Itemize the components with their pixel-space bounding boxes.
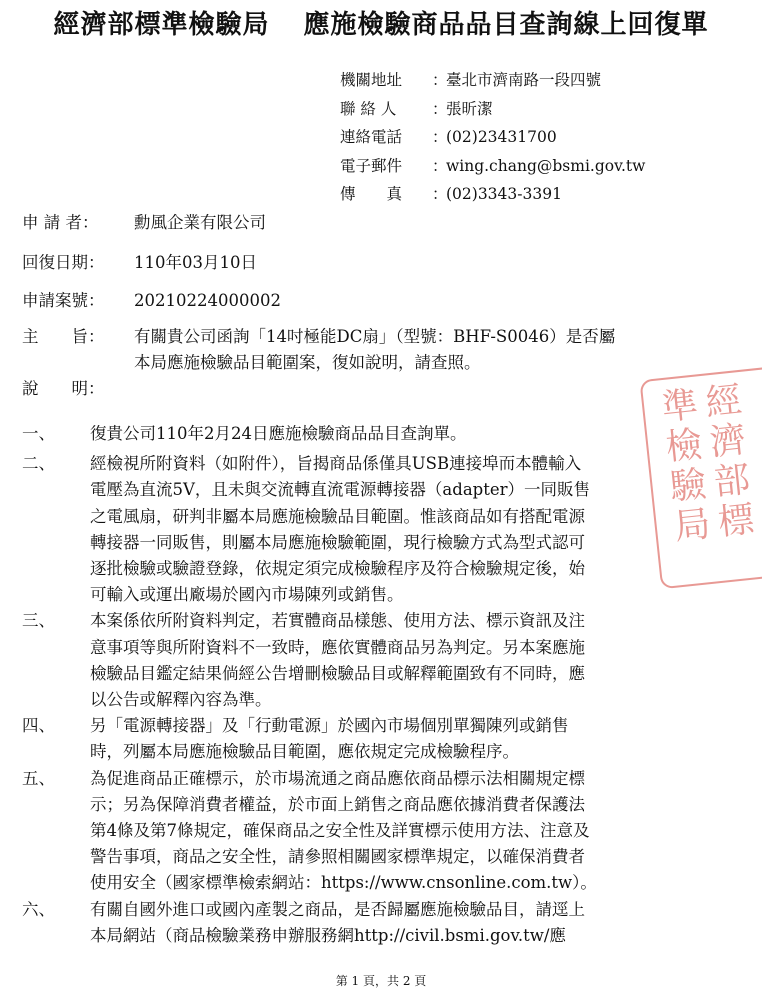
case-no-value: 20210224000002 xyxy=(134,291,281,310)
item-text: 有關自國外進口或國內產製之商品，是否歸屬應施檢驗品目，請逕上 本局網站（商品檢驗業務申辦服務網http://civil.bsmi.gov.tw/應 xyxy=(90,899,585,945)
item-number: 六、 xyxy=(22,899,55,919)
item-text: 復貴公司110年2月24日應施檢驗商品品目查詢單。 xyxy=(90,424,467,443)
subject-section xyxy=(22,324,742,376)
reply-date-value: 110年03月10日 xyxy=(134,253,257,272)
description-item xyxy=(22,766,746,897)
person-label: 聯 絡 人 xyxy=(340,99,397,118)
case-no-label: 申請案號： xyxy=(22,291,105,310)
case-no-row xyxy=(22,287,281,311)
address-value: 臺北市濟南路一段四號 xyxy=(446,71,602,89)
doc-title: 應施檢驗商品品目查詢線上回復單 xyxy=(303,10,709,40)
subject-text: 有關貴公司函詢「14吋極能DC扇」（型號：BHF-S0046）是否屬 本局應施檢驗品目範圍案，復如說明，請查照。 xyxy=(134,327,616,372)
contact-phone-row: 連絡電話 ：(02)23431700 xyxy=(340,123,645,152)
description-item xyxy=(22,451,746,608)
email-value: wing.chang@bsmi.gov.tw xyxy=(446,156,646,175)
item-number: 五、 xyxy=(22,768,55,788)
description-item xyxy=(22,608,746,713)
fax-value: (02)3343-3391 xyxy=(446,185,562,203)
description-item xyxy=(22,713,746,765)
item-text: 另「電源轉接器」及「行動電源」於國內市場個別單獨陳列或銷售 時，列屬本局應施檢驗品目範圍，應依規定完成檢驗程序。 xyxy=(90,716,569,762)
contact-email-row: 電子郵件 ：wing.chang@bsmi.gov.tw xyxy=(340,152,645,181)
phone-label: 連絡電話 xyxy=(340,128,403,146)
seal-text: 經濟部標準檢驗局 xyxy=(654,380,756,549)
address-label: 機關地址 xyxy=(340,71,403,89)
item-number: 三、 xyxy=(22,611,55,631)
phone-value: (02)23431700 xyxy=(446,128,557,146)
contact-block xyxy=(340,66,645,209)
applicant-label: 申 請 者： xyxy=(22,213,99,232)
document-title xyxy=(0,4,762,41)
item-text: 本案係依所附資料判定，若實體商品樣態、使用方法、標示資訊及注 意事項等與所附資料不一致時，應依實體商品另為判定。另本案應施 檢驗品目鑑定結果倘經公告增刪檢驗品目或解釋範圍致有不同時，應 以公告或解釋內容為準。 xyxy=(90,611,585,710)
contact-fax-row: 傳 真 ：(02)3343-3391 xyxy=(340,180,645,209)
description-items xyxy=(22,421,746,949)
item-number: 四、 xyxy=(22,716,55,736)
item-text: 為促進商品正確標示，於市場流通之商品應依商品標示法相關規定標 示；另為保障消費者權益，於市面上銷售之商品應依據消費者保護法 第4條及第7條規定，確保商品之安全性及詳實標示使用方法、注意及 警告事項，商品之安全性，請參照相關國家標準規定，以確保消費者 使用安全（國家標準檢索網站：https://www.cnsonline.com.tw）。 xyxy=(90,768,597,893)
contact-person-row: 聯 絡 人 ：張昕潔 xyxy=(340,95,645,124)
item-number: 二、 xyxy=(22,454,55,474)
person-value: 張昕潔 xyxy=(446,99,493,118)
contact-address-row: 機關地址 ：臺北市濟南路一段四號 xyxy=(340,66,645,95)
description-item xyxy=(22,421,746,447)
agency-name: 經濟部標準檢驗局 xyxy=(53,10,270,40)
description-item xyxy=(22,897,746,949)
item-text: 經檢視所附資料（如附件），旨揭商品係僅具USB連接埠而本體輸入 電壓為直流5V，且未與交流轉直流電源轉接器（adapter）一同販售 之電風扇，研判非屬本局應施檢驗品目範圍。惟該商品如有搭配電源 轉接器一同販售，則屬本局應施檢驗範圍，現行檢驗方式為型式認可 逐批檢驗或驗證登錄，依規定須完成檢驗程序及符合檢驗規定後，始 可輸入或運出廠場於國內市場陳列或銷售。 xyxy=(90,454,590,605)
email-label: 電子郵件 xyxy=(340,156,403,175)
description-label: 說 明： xyxy=(22,379,105,398)
fax-label: 傳 真 xyxy=(340,185,403,203)
applicant-value: 勳風企業有限公司 xyxy=(134,213,266,232)
subject-label: 主 旨： xyxy=(22,327,105,346)
page-number: 第 1 頁，共 2 頁 xyxy=(335,974,427,988)
reply-date-row xyxy=(22,249,257,273)
item-number: 一、 xyxy=(22,424,55,443)
reply-date-label: 回復日期： xyxy=(22,253,105,272)
applicant-row xyxy=(22,209,266,233)
